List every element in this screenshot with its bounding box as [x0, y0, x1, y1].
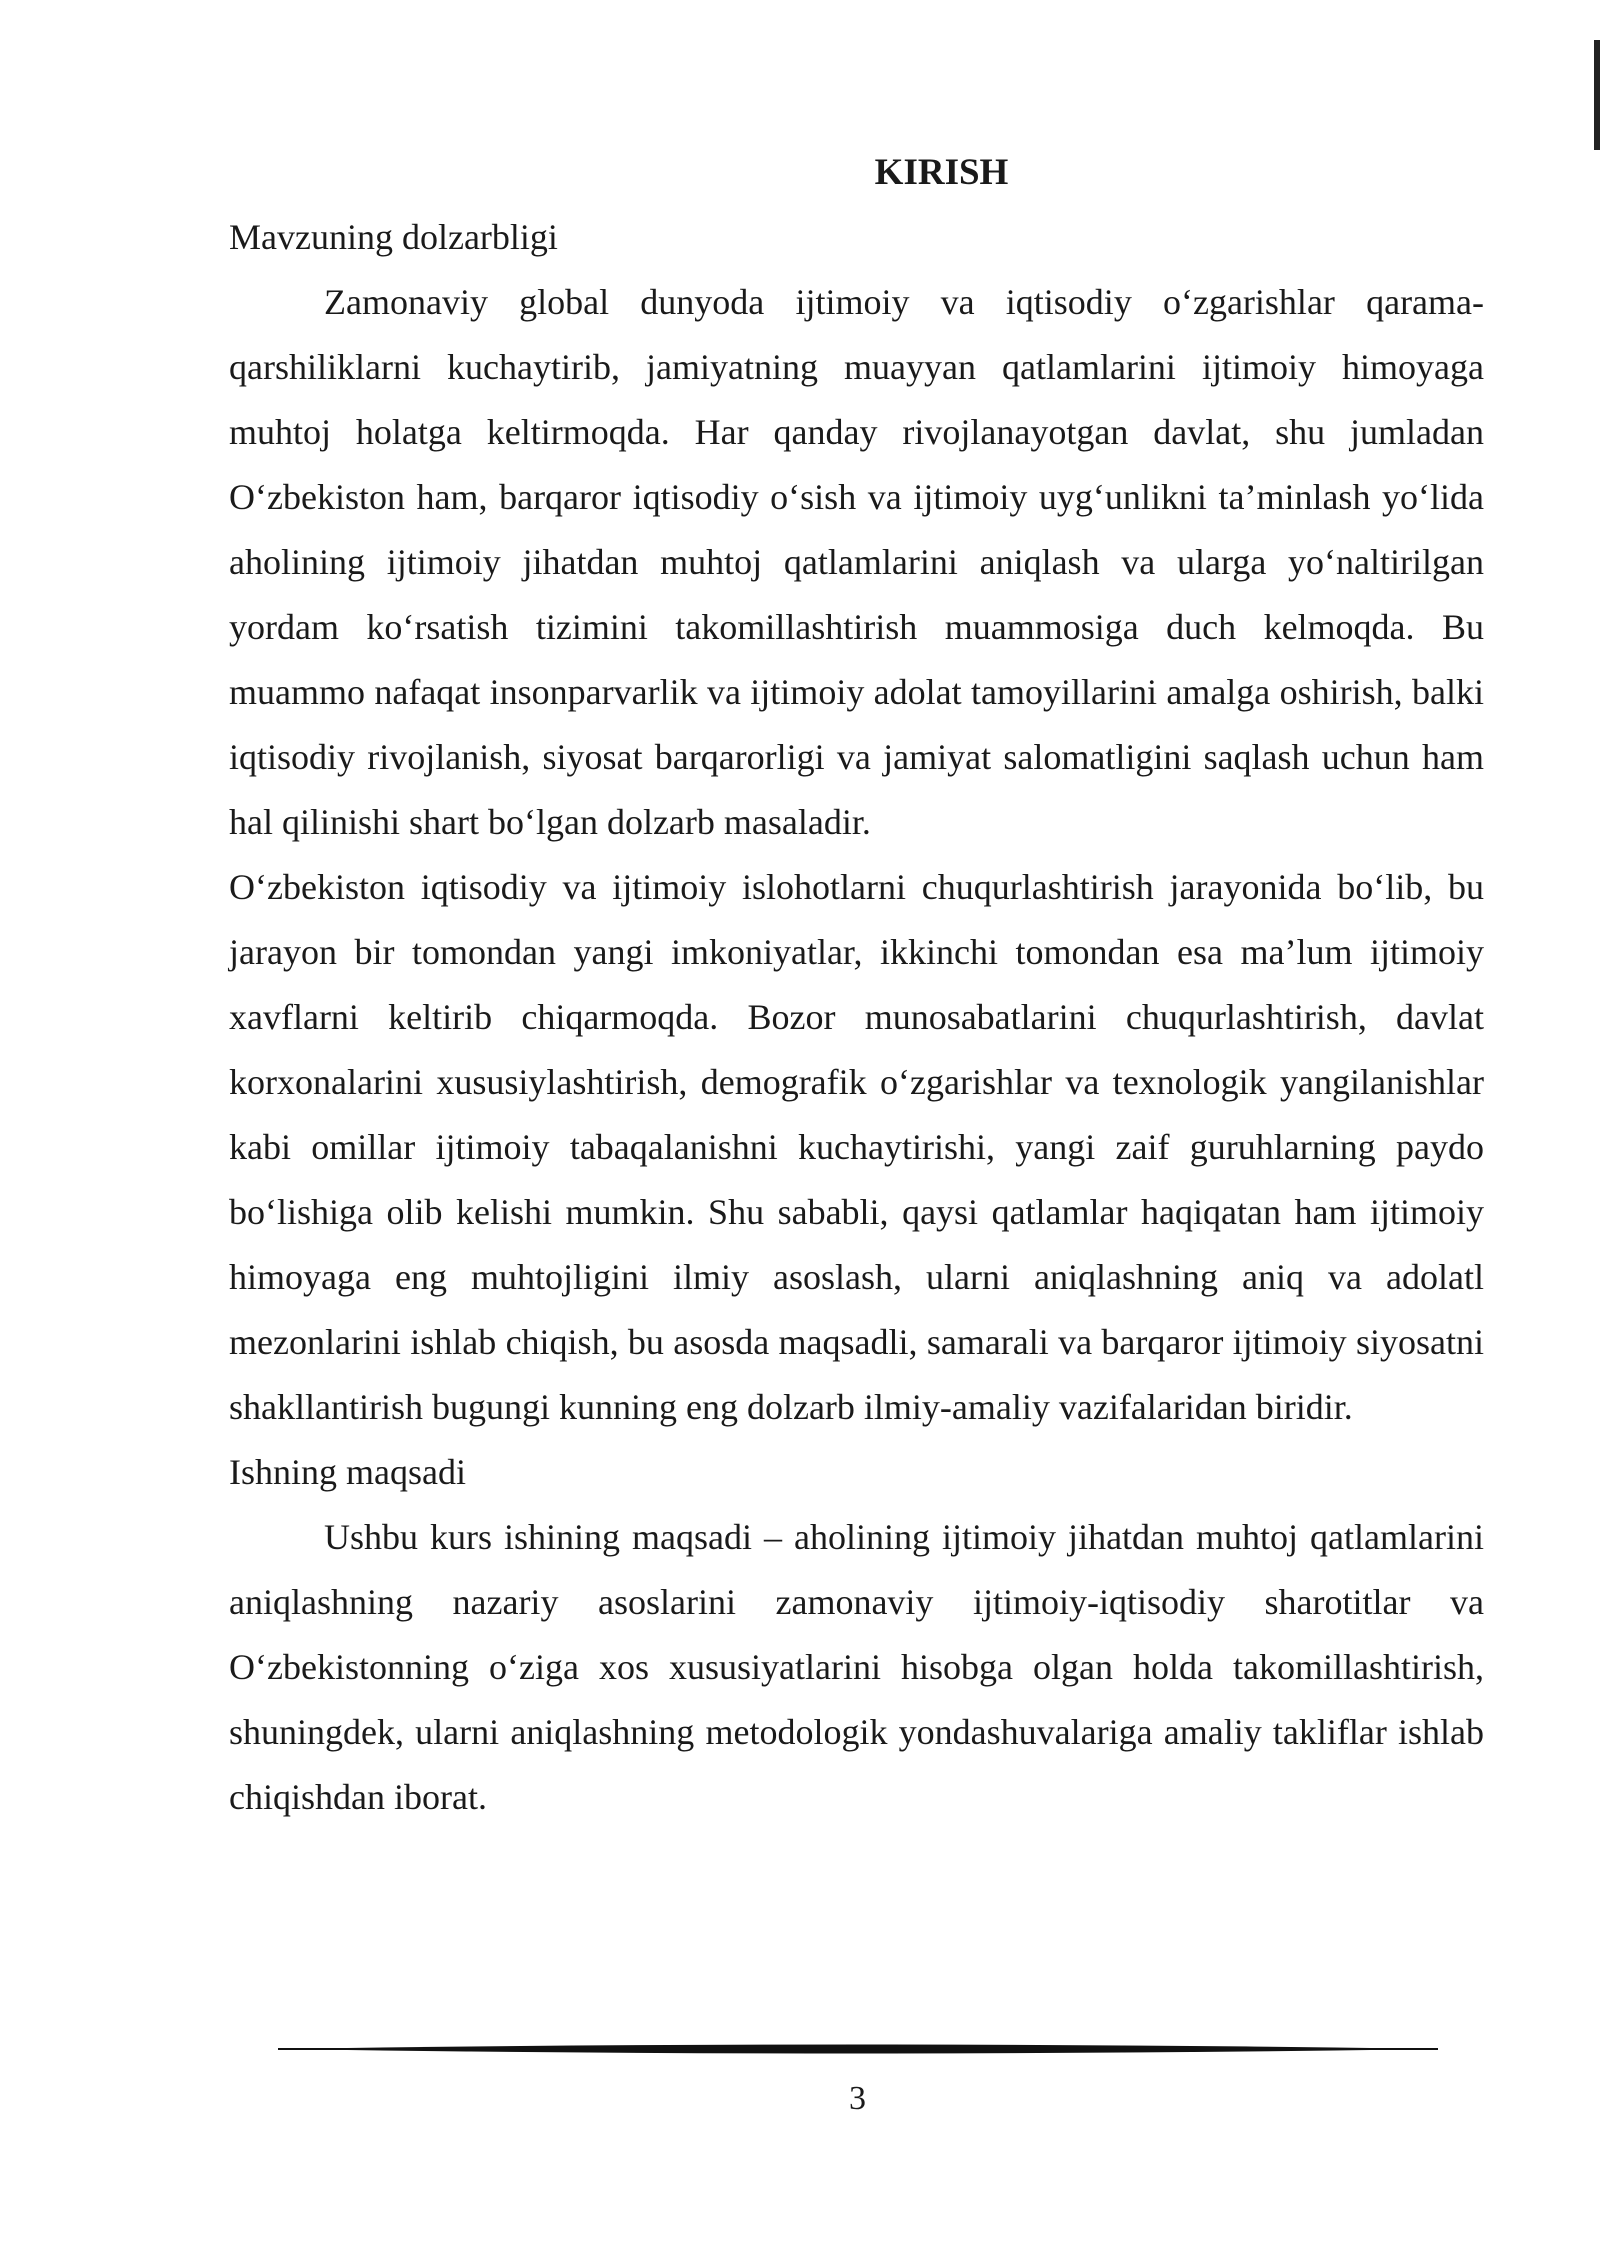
document-body: [229, 140, 1484, 1830]
document-title: KIRISH: [874, 152, 1009, 193]
footer-divider: [278, 2040, 1438, 2058]
paragraph-goal: Ushbu kurs ishining maqsadi – aholining ijtimoiy jihatdan muhtoj qatlamlarini aniqlashning nazariy asoslarini zamonaviy ijtimoiy-iqtisodiy sharotitlar va O‘zbekistonning o‘ziga xos xususiyatlarini hisobga olgan holda takomillashtirish, shuningdek, ularni aniqlashning metodologik yondashuvalariga amaliy takliflar ishlab chiqishdan iborat.: [229, 1517, 1484, 1817]
page-number: 3: [849, 2080, 866, 2117]
page-edge-mark: [1594, 40, 1600, 150]
paragraph-relevance-1: Zamonaviy global dunyoda ijtimoiy va iqtisodiy o‘zgarishlar qarama-qarshiliklarni kuchaytirib, jamiyatning muayyan qatlamlarini ijtimoiy himoyaga muhtoj holatga keltirmoqda. Har qanday rivojlanayotgan davlat, shu jumladan O‘zbekiston ham, barqaror iqtisodiy o‘sish va ijtimoiy uyg‘unlikni ta’minlash yo‘lida aholining ijtimoiy jihatdan muhtoj qatlamlarini aniqlash va ularga yo‘naltirilgan yordam ko‘rsatish tizimini takomillashtirish muammosiga duch kelmoqda. Bu muammo nafaqat insonparvarlik va ijtimoiy adolat tamoyillarini amalga oshirish, balki iqtisodiy rivojlanish, siyosat barqarorligi va jamiyat salomatligini saqlash uchun ham hal qilinishi shart bo‘lgan dolzarb masaladir.: [229, 282, 1484, 842]
section-heading-relevance: Mavzuning dolzarbligi: [229, 217, 558, 257]
paragraph-relevance-2: O‘zbekiston iqtisodiy va ijtimoiy islohotlarni chuqurlashtirish jarayonida bo‘lib, bu jarayon bir tomondan yangi imkoniyatlar, ikkinchi tomondan esa ma’lum ijtimoiy xavflarni keltirib chiqarmoqda. Bozor munosabatlarini chuqurlashtirish, davlat korxonalarini xususiylashtirish, demografik o‘zgarishlar va texnologik yangilanishlar kabi omillar ijtimoiy tabaqalanishni kuchaytirishi, yangi zaif guruhlarning paydo bo‘lishiga olib kelishi mumkin. Shu sababli, qaysi qatlamlar haqiqatan ham ijtimoiy himoyaga eng muhtojligini ilmiy asoslash, ularni aniqlashning aniq va adolatl mezonlarini ishlab chiqish, bu asosda maqsadli, samarali va barqaror ijtimoiy siyosatni shakllantirish bugungi kunning eng dolzarb ilmiy-amaliy vazifalaridan biridir.: [229, 867, 1484, 1427]
section-heading-goal: Ishning maqsadi: [229, 1452, 466, 1492]
